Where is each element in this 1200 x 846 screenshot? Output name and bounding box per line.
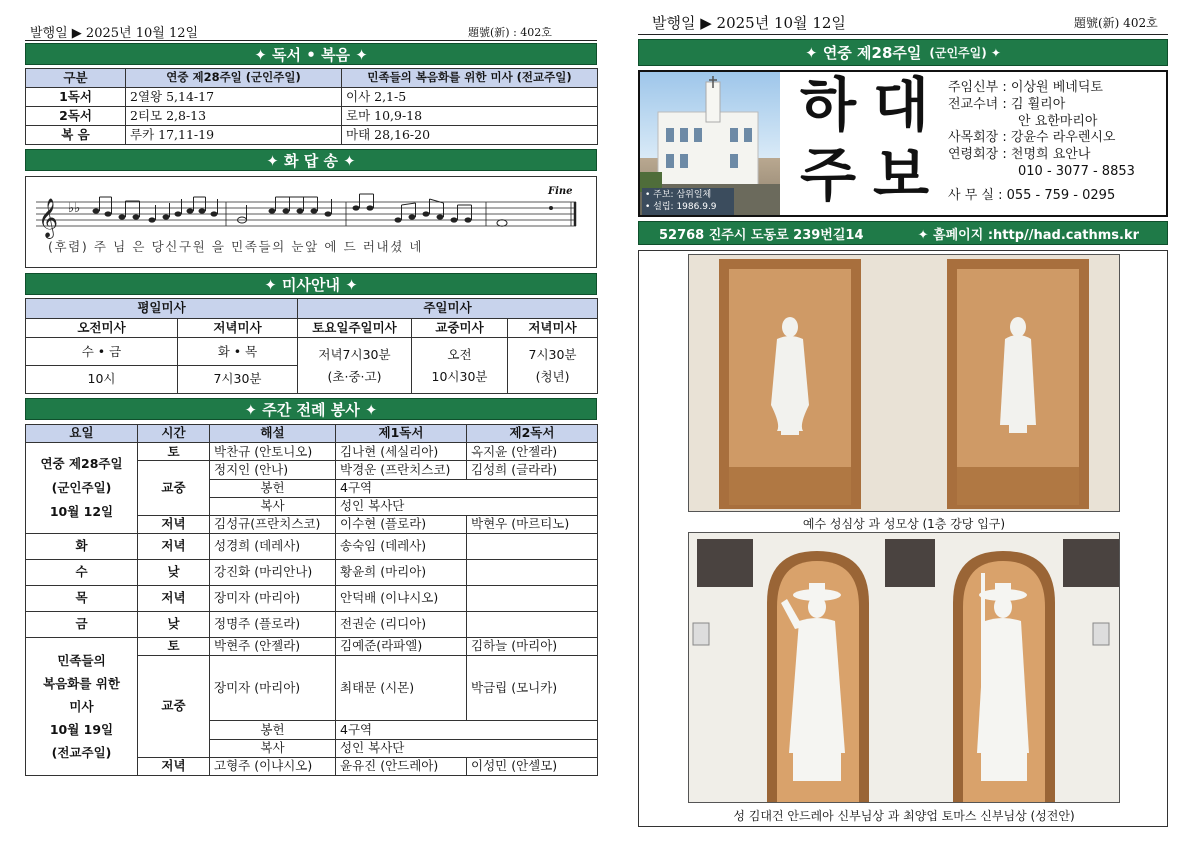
mass-days: 화 • 목 [178, 338, 298, 366]
photo-panel [638, 250, 1168, 827]
mass-col-label: 교중미사 [412, 318, 508, 338]
main-mass-label: 오전 [447, 347, 472, 363]
service-commentator: 장미자 (마리아) [210, 586, 336, 612]
statues-photo-bottom [688, 532, 1120, 803]
service-reader-1: 김예준(라파엘) [336, 638, 467, 656]
reading-ref: 로마 10,9-18 [342, 107, 598, 126]
mass-col-row [26, 318, 598, 338]
mission-label-line: 복음화를 위한 [43, 675, 120, 691]
service-row [26, 586, 598, 612]
staff-name: 김 휠리아 [1010, 96, 1066, 112]
service-role: 복사 [210, 739, 336, 757]
service-time: 낮 [138, 612, 210, 638]
statues-photo-top [688, 254, 1120, 512]
service-reader-1: 최태문 (시몬) [336, 656, 467, 721]
founded-date: • 설립: 1986.9.9 [645, 201, 717, 212]
service-reader-1: 안덕배 (이냐시오) [336, 586, 467, 612]
service-commentator: 김성규(프란치스코) [210, 515, 336, 533]
issue-number: 題號(新) 402호 [1074, 16, 1158, 30]
reading-ref: 마태 28,16-20 [342, 126, 598, 145]
sunday-label-line: 연중 제28주일 [40, 456, 123, 472]
service-reader-1: 윤유진 (안드레아) [336, 757, 467, 775]
parish-address: 52768 진주시 도동로 239번길14 [659, 227, 864, 243]
mass-group-row [26, 299, 598, 319]
church-photo [640, 72, 780, 215]
title-char: 보 [873, 141, 930, 209]
service-reader-2 [467, 560, 598, 586]
issue-date: 발행일 ▶ 2025년 10월 12일 [30, 26, 199, 41]
staff-name: 이상원 베네딕토 [1010, 80, 1103, 95]
service-time-text: 교중 [161, 479, 186, 495]
staff-row [948, 188, 1164, 205]
hymn-fine: Fine [548, 186, 573, 197]
sunday-mass-header: 주일미사 [298, 299, 598, 319]
service-commentator: 정명주 (플로라) [210, 612, 336, 638]
mission-label [26, 638, 138, 776]
service-col-header: 해설 [210, 425, 336, 443]
main-mass-time [412, 338, 508, 394]
bottom-photo-caption: 성 김대건 안드레아 신부님상 과 최양업 토마스 신부님상 (성전안) [733, 809, 1075, 823]
patron-saint: • 주보: 삼위일체 [645, 190, 712, 200]
service-commentator: 장미자 (마리아) [210, 656, 336, 721]
service-row [26, 560, 598, 586]
service-reader-2: 옥지윤 (안젤라) [467, 443, 598, 461]
service-row [26, 534, 598, 560]
sunday-banner [638, 39, 1168, 66]
sunday-label-line: 10월 12일 [49, 503, 114, 519]
reading-ref: 루카 17,11-19 [126, 126, 342, 145]
mission-label-line: 미사 [69, 698, 94, 714]
issue-number: 題號(新) : 402호 [468, 26, 552, 39]
service-banner-title: ✦ 주간 전례 봉사 ✦ [244, 400, 378, 419]
service-reader-1: 송숙임 (데레사) [336, 534, 467, 560]
staff-name: 안 요한마리아 [1018, 113, 1098, 129]
staff-name: 강윤수 라우렌시오 [1010, 130, 1116, 146]
service-time: 토 [138, 638, 210, 656]
reading-ref: 2티모 2,8-13 [126, 107, 342, 126]
reading-ref: 이사 2,1-5 [342, 88, 598, 107]
staff-role: 연령회장 : [948, 147, 1007, 163]
service-role: 봉헌 [210, 479, 336, 497]
mass-col-label: 토요일주일미사 [298, 318, 412, 338]
hymn-banner [25, 149, 597, 171]
staff-row [948, 80, 1164, 97]
readings-header-row [26, 69, 598, 88]
service-row [26, 443, 598, 461]
service-day: 화 [26, 534, 138, 560]
service-time-text: 교중 [161, 698, 186, 714]
service-reader-2 [467, 534, 598, 560]
hymn-lyrics: (후렴) 주 님 은 당신구원 을 민족들의 눈앞 에 드 러내셨 네 [48, 239, 424, 254]
mass-banner-title: ✦ 미사안내 ✦ [264, 275, 358, 294]
service-commentator: 박찬규 (안토니오) [210, 443, 336, 461]
mission-label-line: (전교주일) [51, 745, 112, 761]
church-caption [642, 188, 734, 215]
service-col-header: 제2독서 [467, 425, 598, 443]
service-row [26, 638, 598, 656]
title-char: 대 [873, 71, 930, 139]
niche-statues-illustration [689, 255, 1120, 512]
staff-role: 전교수녀 : [948, 96, 1007, 112]
service-time: 낮 [138, 560, 210, 586]
staff-row [948, 147, 1164, 164]
service-reader-2: 김하늘 (마리아) [467, 638, 598, 656]
saturday-mass-note: (초·중·고) [327, 368, 382, 384]
issue-date: 발행일 ▶ 2025년 10월 12일 [652, 14, 846, 32]
service-day: 금 [26, 612, 138, 638]
readings-banner [25, 43, 597, 65]
hymn-score [25, 176, 597, 268]
service-commentator: 성경희 (데레사) [210, 534, 336, 560]
staff-row [948, 130, 1164, 147]
arch-statues-illustration [689, 533, 1120, 803]
service-reader-1: 박경운 (프란치스코) [336, 461, 467, 479]
service-day: 목 [26, 586, 138, 612]
staff-row [948, 164, 1164, 181]
mission-label-line: 10월 19일 [49, 722, 114, 738]
evening-mass-time [508, 338, 598, 394]
service-reader-2: 박현우 (마르티노) [467, 515, 598, 533]
service-commentator: 강진화 (마리안나) [210, 560, 336, 586]
staff-list [948, 80, 1164, 205]
bulletin-title [795, 72, 935, 215]
service-day: 수 [26, 560, 138, 586]
service-role: 봉헌 [210, 721, 336, 739]
readings-row [26, 126, 598, 145]
staff-row [948, 114, 1164, 131]
title-char: 주 [800, 141, 857, 209]
staff-role: 주임신부 : [948, 80, 1007, 95]
top-photo-caption: 예수 성심상 과 성모상 (1층 강당 입구) [802, 517, 1006, 531]
evening-mass-note: (청년) [535, 368, 570, 384]
readings-col-header: 연중 제28주일 (군인주일) [126, 69, 342, 88]
service-time [138, 656, 210, 758]
service-col-header: 시간 [138, 425, 210, 443]
staff-role: 사목회장 : [948, 130, 1007, 146]
service-time: 저녁 [138, 534, 210, 560]
readings-banner-title: ✦ 독서 • 복음 ✦ [254, 45, 368, 64]
reading-label: 복 음 [26, 126, 126, 145]
readings-row [26, 88, 598, 107]
title-char: 하 [800, 71, 857, 139]
service-time: 저녁 [138, 515, 210, 533]
sunday-banner-subtitle: (군인주일) ✦ [929, 46, 1001, 60]
service-time [138, 461, 210, 516]
mass-time: 10시 [26, 366, 178, 394]
mass-banner [25, 273, 597, 295]
service-reader-2: 이성민 (안셀모) [467, 757, 598, 775]
saturday-mass-time-text: 저녁7시30분 [318, 347, 391, 363]
reading-label: 1독서 [26, 88, 126, 107]
service-reader-1: 김나현 (세실리아) [336, 443, 467, 461]
mass-row [26, 338, 598, 366]
weekday-mass-header: 평일미사 [26, 299, 298, 319]
svg-text:𝄞: 𝄞 [38, 198, 59, 238]
mass-col-label: 저녁미사 [178, 318, 298, 338]
service-banner [25, 398, 597, 420]
mass-time: 7시30분 [178, 366, 298, 394]
service-commentator: 고형주 (이냐시오) [210, 757, 336, 775]
staff-row [948, 97, 1164, 114]
service-commentator: 정지인 (안나) [210, 461, 336, 479]
sunday-label-line: (군인주일) [51, 480, 112, 496]
mass-col-label: 오전미사 [26, 318, 178, 338]
mission-label-line: 민족들의 [57, 652, 106, 668]
mass-table [25, 298, 597, 394]
service-table [25, 424, 597, 776]
sunday-banner-title: ✦ 연중 제28주일 [805, 44, 922, 62]
service-assignee: 성인 복사단 [336, 497, 598, 515]
office-phone: 055 - 759 - 0295 [1006, 187, 1116, 203]
saturday-mass-time [298, 338, 412, 394]
service-reader-1: 전권순 (리디아) [336, 612, 467, 638]
readings-col-header: 구분 [26, 69, 126, 88]
sunday-label [26, 443, 138, 534]
staff-name: 천명희 요안나 [1010, 147, 1091, 163]
staff-role: 사 무 실 : [948, 187, 1003, 203]
mass-col-label: 저녁미사 [508, 318, 598, 338]
service-header-row [26, 425, 598, 443]
service-reader-2: 김성희 (글라라) [467, 461, 598, 479]
service-time: 저녁 [138, 586, 210, 612]
masthead [638, 70, 1168, 217]
service-reader-1: 황윤희 (마리아) [336, 560, 467, 586]
service-time: 저녁 [138, 757, 210, 775]
service-reader-2 [467, 586, 598, 612]
service-reader-2 [467, 612, 598, 638]
service-assignee: 4구역 [336, 479, 598, 497]
main-mass-time-text: 10시30분 [431, 368, 488, 384]
svg-text:♭♭: ♭♭ [68, 201, 81, 216]
service-row [26, 612, 598, 638]
readings-col-header: 민족들의 복음화를 위한 미사 (전교주일) [342, 69, 598, 88]
service-col-header: 요일 [26, 425, 138, 443]
readings-table [25, 68, 597, 145]
service-assignee: 4구역 [336, 721, 598, 739]
hymn-banner-title: ✦ 화 답 송 ✦ [266, 151, 356, 170]
reading-label: 2독서 [26, 107, 126, 126]
homepage-link[interactable]: ✦ 홈페이지 :http//had.cathms.kr [917, 227, 1139, 243]
reading-ref: 2열왕 5,14-17 [126, 88, 342, 107]
service-time: 토 [138, 443, 210, 461]
address-bar [638, 221, 1168, 245]
mass-days: 수 • 금 [26, 338, 178, 366]
evening-mass-time-text: 7시30분 [528, 347, 577, 363]
staff-phone: 010 - 3077 - 8853 [1018, 163, 1135, 179]
service-reader-1: 이수현 (플로라) [336, 515, 467, 533]
service-role: 복사 [210, 497, 336, 515]
service-reader-2: 박금립 (모니카) [467, 656, 598, 721]
service-commentator: 박현주 (안젤라) [210, 638, 336, 656]
service-assignee: 성인 복사단 [336, 739, 598, 757]
service-col-header: 제1독서 [336, 425, 467, 443]
readings-row [26, 107, 598, 126]
